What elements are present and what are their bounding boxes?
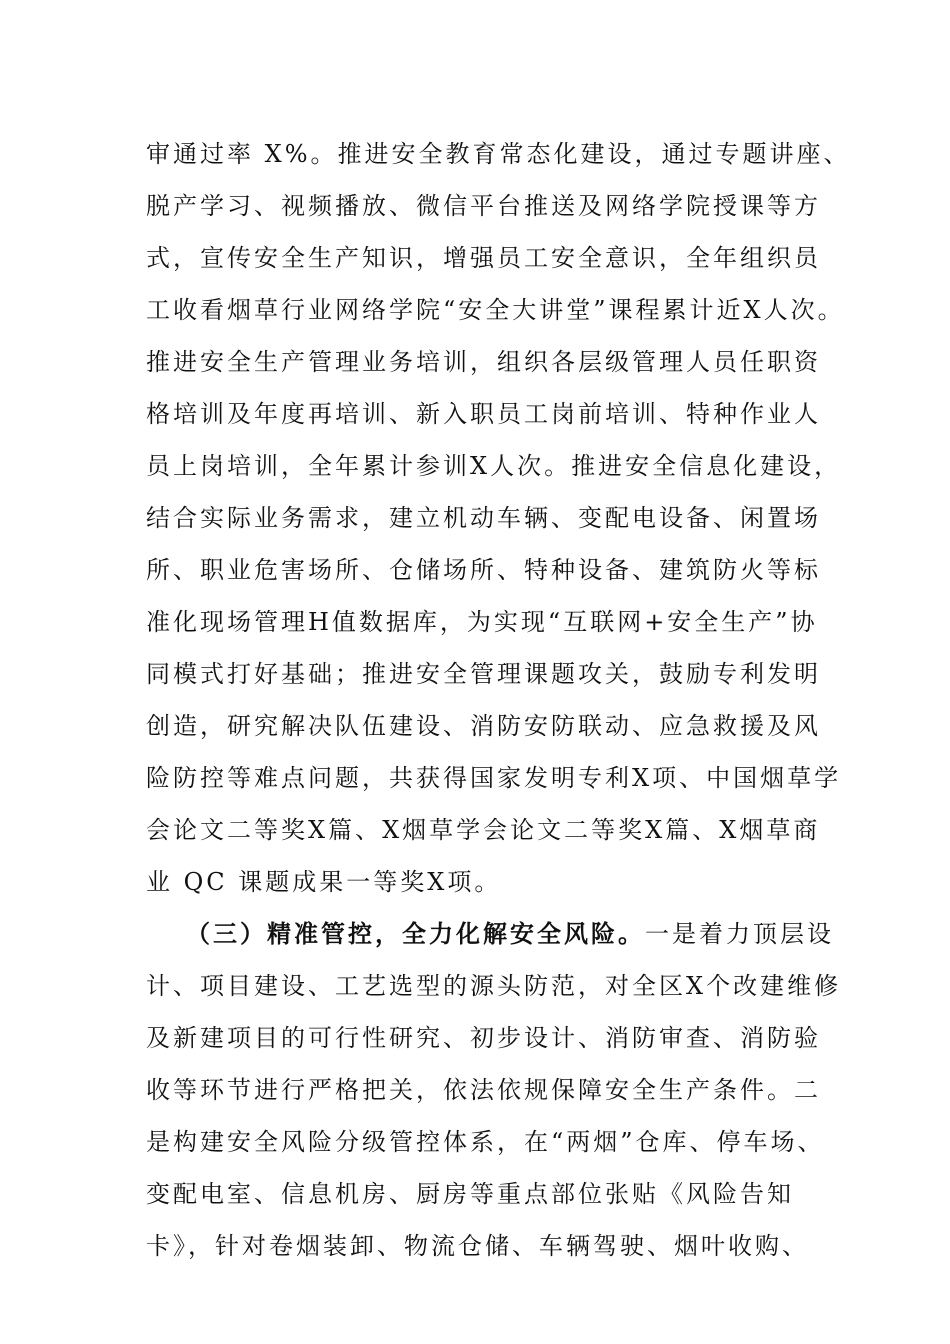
text-line: 同模式打好基础；推进安全管理课题攻关，鼓励专利发明 — [146, 660, 821, 688]
text-line: 收等环节进行严格把关，依法依规保障安全生产条件。二 — [146, 1076, 821, 1104]
text-line: 格培训及年度再培训、新入职员工岗前培训、特种作业人 — [146, 400, 821, 428]
text-line: 工收看烟草行业网络学院“安全大讲堂”课程累计近X人次。 — [146, 296, 845, 324]
text-line: 员上岗培训，全年累计参训X人次。推进安全信息化建设， — [146, 452, 842, 480]
text-line: 审通过率 X%。推进安全教育常态化建设，通过专题讲座、 — [146, 140, 851, 168]
text-line: 变配电室、信息机房、厨房等重点部位张贴《风险告知 — [146, 1180, 794, 1208]
text-line: 是构建安全风险分级管控体系，在“两烟”仓库、停车场、 — [146, 1128, 825, 1156]
text-line: 推进安全生产管理业务培训，组织各层级管理人员任职资 — [146, 348, 821, 376]
text-line: 式，宣传安全生产知识，增强员工安全意识，全年组织员 — [146, 244, 821, 272]
section-first-line-text: 一是着力顶层设 — [645, 920, 834, 948]
text-line: 险防控等难点问题，共获得国家发明专利X项、中国烟草学 — [146, 764, 842, 792]
text-line: 所、职业危害场所、仓储场所、特种设备、建筑防火等标 — [146, 556, 821, 584]
section-heading: （三）精准管控，全力化解安全风险。 — [186, 919, 645, 948]
text-line: 及新建项目的可行性研究、初步设计、消防审查、消防验 — [146, 1024, 821, 1052]
text-line: 结合实际业务需求，建立机动车辆、变配电设备、闲置场 — [146, 504, 821, 532]
text-line: 卡》，针对卷烟装卸、物流仓储、车辆驾驶、烟叶收购、 — [146, 1232, 809, 1260]
text-line: 脱产学习、视频播放、微信平台推送及网络学院授课等方 — [146, 192, 821, 220]
text-line: 计、项目建设、工艺选型的源头防范，对全区X个改建维修 — [146, 972, 842, 1000]
document-body — [146, 128, 851, 1272]
text-line: 创造，研究解决队伍建设、消防安防联动、应急救援及风 — [146, 712, 821, 740]
text-line: 准化现场管理H值数据库，为实现“互联网+安全生产”协 — [146, 608, 818, 636]
text-line: 业 QC 课题成果一等奖X项。 — [146, 868, 502, 896]
text-line: 会论文二等奖X篇、X烟草学会论文二等奖X篇、X烟草商 — [146, 816, 821, 844]
section-first-line — [146, 908, 846, 960]
